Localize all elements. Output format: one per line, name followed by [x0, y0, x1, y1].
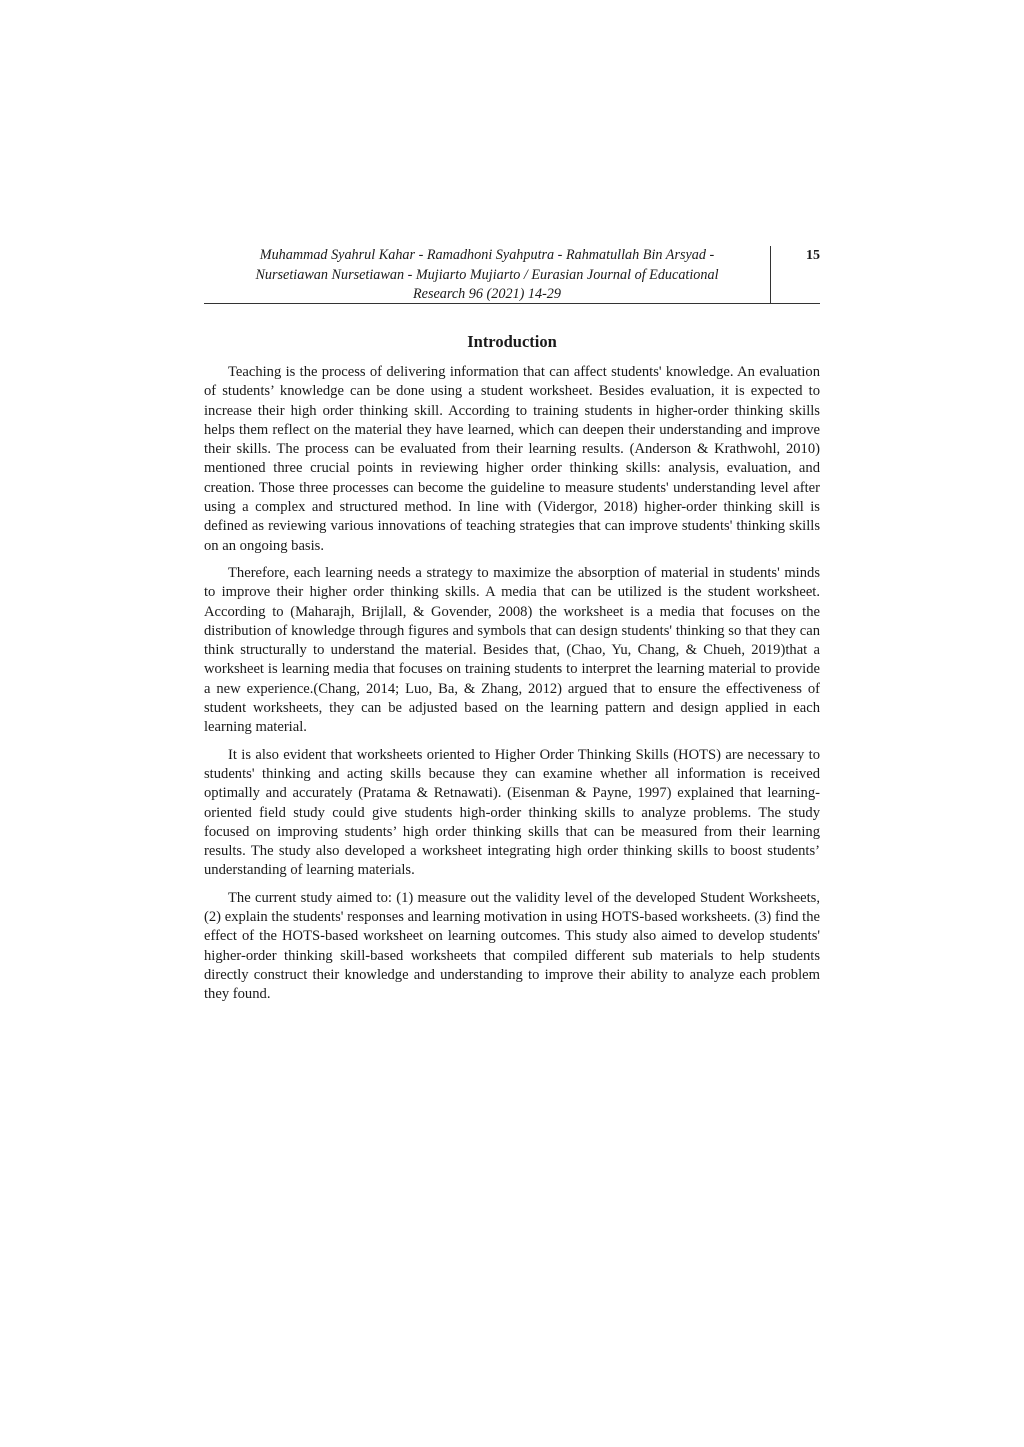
- section-title: Introduction: [467, 332, 557, 351]
- paragraph: Teaching is the process of delivering information that can affect students' knowledge. An evaluation of students’ knowledge can be done using a student worksheet. Besides evaluation, it is expected to increase their high order thinking skill. According to training students in higher-order thinking skills helps them reflect on the material they have learned, which can deepen their understanding and improve their skills. The process can be evaluated from their learning results. (Anderson & Krathwohl, 2010) mentioned three crucial points in reviewing higher order thinking skills: analysis, evaluation, and creation. Those three processes can become the guideline to measure students' understanding level after using a complex and structured method. In line with (Vidergor, 2018) higher-order thinking skill is defined as reviewing various innovations of teaching strategies that can improve students' thinking skills on an ongoing basis.: [204, 364, 820, 554]
- header-citation-line: Muhammad Syahrul Kahar - Ramadhoni Syahputra - Rahmatullah Bin Arsyad -: [259, 247, 715, 263]
- header-citation-line: Nursetiawan Nursetiawan - Mujiarto Mujiarto / Eurasian Journal of Educational: [255, 266, 719, 283]
- paragraph: The current study aimed to: (1) measure out the validity level of the developed Student Worksheets, (2) explain the students' responses and learning motivation in using HOTS-based worksheets. (3) find the effect of the HOTS-based worksheet on learning outcomes. This study also aimed to develop students' higher-order thinking skill-based worksheets that compiled different sub materials to help students directly construct their knowledge and understanding to improve their ability to analyze each problem they found.: [204, 889, 820, 1003]
- page-number: 15: [806, 248, 820, 263]
- body-text: [204, 363, 820, 1013]
- running-header: [204, 246, 820, 304]
- paragraph: It is also evident that worksheets oriented to Higher Order Thinking Skills (HOTS) are necessary to students' thinking and acting skills because they can examine whether all information is received optimally and accurately (Pratama & Retnawati). (Eisenman & Payne, 1997) explained that learning-oriented field study could give students high-order thinking skills to analyze problems. The study focused on improving students’ high order thinking skills that can be measured from their learning results. The study also developed a worksheet integrating high order thinking skills to boost students’ understanding of learning materials.: [204, 746, 820, 879]
- header-citation: [204, 246, 771, 303]
- header-citation-line: Research 96 (2021) 14-29: [412, 286, 561, 302]
- paragraph: Therefore, each learning needs a strategy to maximize the absorption of material in students' minds to improve their higher order thinking skills. A media that can be utilized is the student worksheet. According to (Maharajh, Brijlall, & Govender, 2008) the worksheet is a media that focuses on the distribution of knowledge through figures and symbols that can design students' thinking so that they can think structurally to understand the material. Besides that, (Chao, Yu, Chang, & Chueh, 2019)that a worksheet is learning media that focuses on training students to interpret the learning material to provide a new experience.(Chang, 2014; Luo, Ba, & Zhang, 2012) argued that to ensure the effectiveness of student worksheets, they can be adjusted based on the learning pattern and design applied in each learning material.: [204, 564, 820, 736]
